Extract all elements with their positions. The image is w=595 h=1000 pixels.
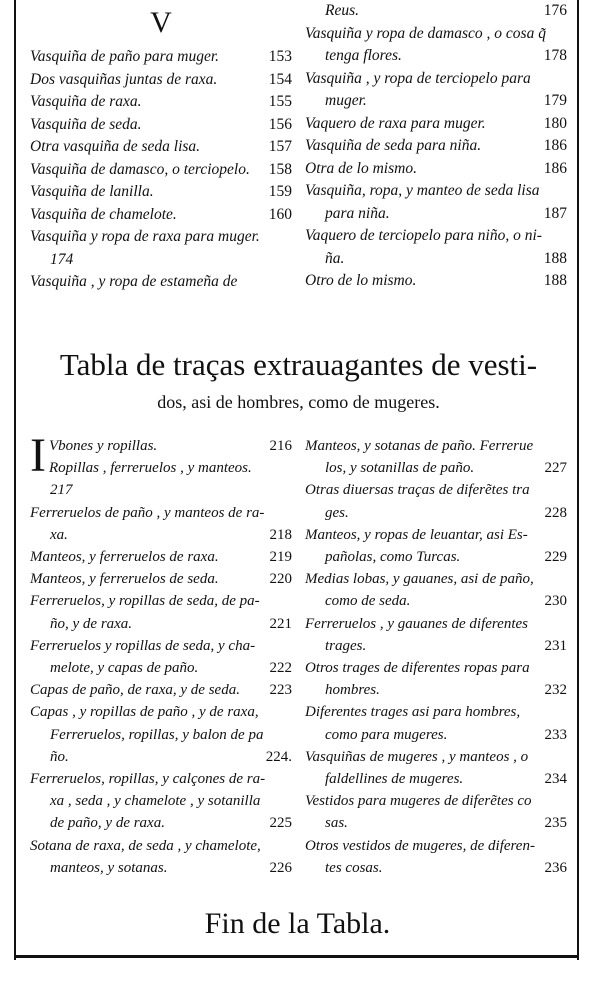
page-number: 188 (543, 272, 567, 289)
entry-text: como de seda. (325, 593, 411, 610)
bottom-left-column (30, 429, 292, 879)
entry-text: Vasquiña , y ropa de terciopelo para (305, 69, 531, 87)
entry-text: muger. (325, 92, 367, 109)
entry-text: tes cosas. (325, 859, 383, 876)
index-entry (30, 613, 292, 635)
page-number: 235 (544, 815, 567, 832)
index-entry (30, 857, 292, 879)
left-border-rule (14, 0, 16, 960)
entry-text: ño, y de raxa. (50, 615, 133, 632)
entry-text: Manteos, y ferreruelos de raxa. (30, 549, 219, 566)
entry-text: Manteos, y ropas de leuantar, asi Es- (305, 526, 528, 543)
entry-text: pañolas, como Turcas. (325, 549, 461, 566)
index-entry (305, 158, 567, 181)
entry-text: Vasquiña de raxa. (30, 93, 142, 110)
page-number: 227 (544, 460, 567, 477)
page-number: 218 (269, 526, 292, 543)
page-number: 222 (269, 660, 292, 677)
index-entry (305, 457, 567, 479)
index-entry (305, 657, 567, 679)
index-entry (305, 790, 567, 812)
entry-text: Otro de lo mismo. (305, 272, 417, 289)
entry-text: Vasquiña de paño para muger. (30, 48, 220, 65)
page-number: 221 (269, 615, 292, 632)
entry-text: Vasquiñas de mugeres , y manteos , o (305, 748, 529, 765)
page-number: 223 (269, 682, 292, 699)
page-number: 226 (269, 859, 292, 876)
index-entry (305, 45, 567, 68)
entry-text: Manteos, y ferreruelos de seda. (30, 571, 219, 588)
bottom-right-column (305, 435, 567, 879)
index-entry (305, 524, 567, 546)
entry-text: Otros trages de diferentes ropas para (305, 660, 530, 677)
bottom-right-entries (305, 435, 567, 879)
entry-text: Vasquiña de chamelote. (30, 205, 177, 223)
page-number: 232 (544, 682, 567, 699)
index-entry (305, 135, 567, 158)
index-entry (305, 435, 567, 457)
index-entry (30, 790, 292, 812)
entry-text: Otros vestidos de mugeres, de diferen- (305, 837, 535, 854)
page-number: 154 (268, 70, 292, 88)
entry-text: hombres. (325, 682, 380, 699)
index-entry (30, 590, 292, 612)
entry-text: de paño, y de raxa. (50, 815, 165, 832)
entry-text: Ferreruelos, y ropillas de seda, de pa- (30, 593, 260, 610)
entry-text: ges. (325, 504, 349, 521)
index-entry (305, 768, 567, 790)
page-number: 187 (543, 204, 567, 222)
entry-text: Ferreruelos, ropillas, y calçones de ra- (30, 771, 266, 788)
entry-text: Ropillas , ferreruelos , y manteos. (48, 460, 252, 477)
page-number: 153 (268, 48, 292, 65)
index-entry (305, 203, 567, 226)
top-index-section (30, 0, 567, 294)
entry-text: para niña. (325, 204, 390, 222)
entry-text: ña. (325, 249, 345, 267)
index-entry (30, 679, 292, 701)
index-entry (30, 524, 292, 546)
index-entry (30, 701, 292, 723)
index-entry (305, 68, 567, 91)
index-entry (30, 746, 292, 768)
entry-text: Ferreruelos y ropillas de seda, y cha- (30, 637, 256, 654)
index-entry (305, 270, 567, 293)
page-number: 178 (543, 47, 567, 64)
entry-text: los, y sotanillas de paño. (325, 460, 475, 477)
entry-text: Capas de paño, de raxa, y de seda. (30, 682, 240, 699)
entry-text: melote, y capas de paño. (50, 660, 199, 677)
index-entry (30, 657, 292, 679)
page-number: 225 (269, 815, 292, 832)
heading-subtitle: dos, asi de hombres, como de mugeres. (157, 392, 440, 412)
table-heading (30, 345, 567, 419)
index-entry (30, 69, 292, 92)
bottom-left-entries (30, 429, 292, 879)
index-entry (30, 114, 292, 137)
page-number: 155 (268, 93, 292, 110)
index-entry (30, 181, 292, 204)
index-entry (305, 479, 567, 501)
index-entry (30, 812, 292, 834)
page-number: 224. (265, 748, 292, 765)
entry-text: faldellines de mugeres. (325, 771, 464, 788)
entry-text: xa. (50, 526, 68, 543)
entry-text: Vbones y ropillas. (48, 438, 158, 454)
page-number: 216 (269, 438, 292, 454)
entry-text: Medias lobas, y gauanes, asi de paño, (305, 571, 534, 588)
page-number: 220 (269, 571, 292, 588)
index-entry (305, 724, 567, 746)
index-entry (305, 835, 567, 857)
entry-text: 174 (50, 250, 74, 268)
index-entry (30, 502, 292, 524)
entry-text: Diferentes trages asi para hombres, (305, 704, 521, 721)
index-entry (305, 701, 567, 723)
entry-text: Otras diuersas traças de diferẽtes tra (305, 482, 530, 499)
entry-text: como para mugeres. (325, 726, 448, 743)
index-entry (30, 635, 292, 657)
entry-text: manteos, y sotanas. (50, 859, 168, 876)
index-entry (305, 679, 567, 701)
entry-text: Dos vasquiñas juntas de raxa. (30, 70, 218, 88)
entry-text: Vasquiña de seda para niña. (305, 137, 482, 154)
entry-text: trages. (325, 637, 367, 654)
top-right-column (305, 0, 567, 294)
index-entry (30, 435, 292, 457)
entry-text: Reus. (325, 2, 360, 19)
page-number: 179 (543, 92, 567, 109)
index-entry (30, 204, 292, 227)
index-entry (305, 90, 567, 113)
top-right-entries (305, 0, 567, 293)
entry-text: Vaquero de raxa para muger. (305, 114, 486, 132)
entry-text: sas. (325, 815, 348, 832)
section-letter: V (150, 6, 172, 39)
index-entry (30, 249, 292, 272)
index-entry (30, 226, 292, 249)
index-entry (30, 271, 292, 294)
right-border-rule (577, 0, 579, 960)
page-number: 236 (544, 859, 567, 876)
index-entry (305, 180, 567, 203)
page-number: 234 (544, 771, 567, 788)
page-number: 219 (269, 549, 292, 566)
entry-text: Vasquiña de seda. (30, 115, 142, 133)
index-entry (30, 479, 292, 501)
index-entry (305, 502, 567, 524)
bottom-border-rule (14, 955, 579, 958)
index-entry (305, 590, 567, 612)
page-number: 233 (544, 726, 567, 743)
entry-text: Vaquero de terciopelo para niño, o ni- (305, 227, 542, 244)
index-entry (305, 857, 567, 879)
index-entry (305, 113, 567, 136)
entry-text: Vasquiña y ropa de damasco , o cosa q̃ (305, 24, 546, 42)
index-entry (305, 248, 567, 271)
page-number: 158 (268, 160, 292, 178)
page-number: 230 (544, 593, 567, 610)
page-number: 159 (268, 183, 292, 200)
index-entry (305, 812, 567, 834)
entry-text: Otra de lo mismo. (305, 159, 417, 177)
index-entry (30, 724, 292, 746)
page-number: 186 (543, 159, 567, 177)
index-entry (30, 568, 292, 590)
entry-text: ño. (50, 748, 69, 765)
index-entry (30, 457, 292, 479)
page-number: 180 (543, 114, 567, 132)
index-entry (30, 91, 292, 114)
entry-text: Vasquiña, ropa, y manteo de seda lisa (305, 182, 540, 199)
entry-text: 217 (50, 482, 73, 499)
top-left-entries (30, 46, 292, 294)
entry-text: Ferreruelos, ropillas, y balon de pa (50, 726, 264, 743)
entry-text: tenga flores. (325, 47, 402, 64)
page-number: 229 (544, 549, 567, 566)
index-entry (305, 613, 567, 635)
index-entry (30, 835, 292, 857)
entry-text: Vasquiña y ropa de raxa para muger. (30, 228, 260, 245)
entry-text: Vasquiña de damasco, o terciopelo. (30, 160, 250, 178)
page-number: 188 (543, 249, 567, 267)
entry-text: Manteos, y sotanas de paño. Ferrerue (305, 438, 534, 454)
entry-text: Otra vasquiña de seda lisa. (30, 138, 201, 155)
entry-text: xa , seda , y chamelote , y sotanilla (50, 793, 261, 810)
entry-text: Sotana de raxa, de seda , y chamelote, (30, 837, 261, 854)
entry-text: Ferreruelos de paño , y manteos de ra- (30, 504, 265, 521)
index-entry (30, 546, 292, 568)
index-entry (30, 136, 292, 159)
index-entry (305, 746, 567, 768)
index-entry (30, 159, 292, 182)
page-number: 176 (543, 2, 567, 19)
entry-text: Ferreruelos , y gauanes de diferentes (305, 615, 529, 632)
index-entry (305, 0, 567, 23)
entry-text: Vestidos para mugeres de diferẽtes co (305, 793, 532, 810)
page-number: 231 (544, 637, 567, 654)
index-entry (305, 225, 567, 248)
drop-cap: I (30, 429, 46, 482)
index-entry (305, 546, 567, 568)
heading-title: Tabla de traças extrauagantes de vesti- (59, 347, 538, 382)
entry-text: Capas , y ropillas de paño , y de raxa, (30, 704, 259, 721)
page-number: 160 (268, 205, 292, 223)
page-number: 228 (544, 504, 567, 521)
page-number: 157 (268, 138, 292, 155)
index-entry (305, 635, 567, 657)
top-left-column (30, 0, 292, 294)
entry-text: Vasquiña , y ropa de estameña de (30, 273, 238, 290)
index-entry (305, 568, 567, 590)
index-entry (30, 46, 292, 69)
page-number: 156 (268, 115, 292, 133)
bottom-index-section (30, 429, 567, 879)
index-entry (30, 768, 292, 790)
page-number: 186 (543, 137, 567, 154)
entry-text: Vasquiña de lanilla. (30, 183, 154, 200)
index-entry (305, 23, 567, 46)
end-of-table-footer: Fin de la Tabla. (204, 907, 391, 940)
